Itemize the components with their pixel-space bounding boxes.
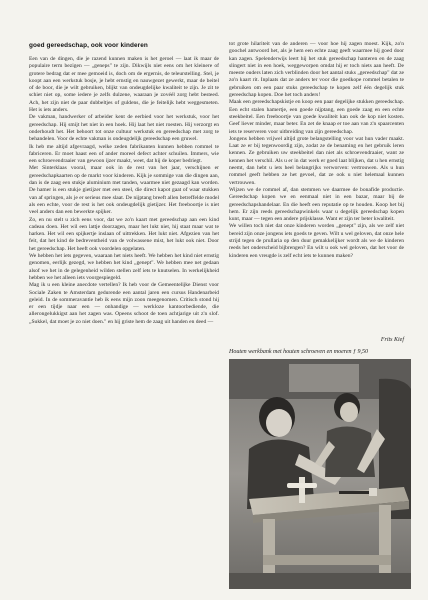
- paragraph: Mag ik u een kleine anecdote vertellen? Ik heb voor de Gemeentelijke Dienst voor Sociale Zaken te Amsterdam gedurende een aantal jaren een cursus Handenarbeid geleid. In de sommeravantie heb ik eens mijn zoon meegenomen. Critisch stond hij er een tijdje naar een — onhandige — werkloze kantoorbediende, die allerongelukkigst aan het zagen was. Opeens schoot de toen achtjarige uit z'n slof. „Sukkel, dat moet je zo niet doen." en hij griste hem de zaag uit handen en deed —: [29, 282, 219, 325]
- paragraph: We hebben het iets gegeven, waaraan het niets heeft. We hebben het kind niet ernstig genomen, eerlijk gezegd, we hebben het kind „genept". We hebben mee net gedaan alsof we het in de gelegenheid wilden stellen zelf iets te knutselen. In werkelijkheid hebben we het alleen iets voorgespiegeld.: [29, 253, 219, 281]
- paragraph: De vakman, handwerker of arbeider kent de eerbied voor het werkstuk, voor het gereedschap. Hij smijt het niet in een hoek. Hij laat het niet roesten. Hij verzorgt en onderhoudt het. Het behoort tot onze cultuur werkstuk en gereedschap met zorg te behandelen. Voor de echte vakman is ondeugdelijk gereedschap een gruwel.: [29, 114, 219, 143]
- paragraph: Wijzen we de rommel af, dan stemmen we daarmee de bonafide productie. Gereedschap kopen we en eenmaal niet in een bazar, maar bij de gereedschapshandelaar. En die heeft een reputatie op te houden. Koop het bij hem. Er zijn reeds gereedschapwinkels waar u degelijk gereedschap kopen kunt, maar — tegen een andere prijsklasse. Want er zijn ter beter kwaliteit.: [229, 186, 404, 223]
- paragraph: Jongens hebben vrijwel altijd grote belangstelling voor wat hun vader maakt. Laat ze er bij tegenwoordig zijn, zodat ze de benaming en het gebruik leren kennen. Ze gebruiken uw steekbeitel dan niet als schroevendraaier, want ze kennen het verschil. Als u er in dat werk er goed laat blijken, dat u hen ernstig neemt, dan hebt u iets heel belangrijks verworven: vertrouwen. Als u hun rommel geeft hebben ze het gevoel, dat ze ook u niet helemaal kunnen vertrouwen.: [229, 135, 404, 186]
- article-heading: goed gereedschap, ook voor kinderen: [29, 42, 148, 49]
- workbench-photo: [229, 359, 411, 589]
- paragraph: tot grote hilariteit van de anderen — voor hoe hij zagen moest. Kijk, zo'n goochel antwoord het, als je hem een echte zaag geeft waarmee hij goed door kan zagen. Spelenderwijs leert hij het stuk gereedschap hanteren en de zaag slingert niet in een hoek, weggeworpen omdat hij er toch niets aan heeft. De meeste ouders laten zich verblinden door het aantal stuks „gereedschap" dat ze zo'n kaart rit. Inplaats dat ze anders ter voor die goedkope rommel betalen te gebruiken om een paar stuks gereedschap te kopen zelf één degelijk stuk gereedschap kopen. Doe het toch anders!: [229, 41, 404, 99]
- paragraph: Een van de dingen, die je razend kunnen maken is het geroel — laat ik maar de populaire term bezigen — „geneps" te zijn. Dikwijls niet eens om het kleinere of grotere bedrag dat er mee gemoeid is, doch om de ergernis, de teleurstelling. Stel, je koopt aan een werkstuk bosje, je hebt ernstig en nauwgezet gewerkt, maar de beitel of de boor, die je wilt gebruiken, blijkt van ondeugdelijke kwaliteit te zijn. Je zit te schiet niet op, some iedere je zelfs dulzene, waaraan je zovéél zorg hebt besteed. Ach, het zijn niet de paar dubbeltjes of guldens, die je feitelijk hebt weggesmeten. Het is iets anders.: [29, 56, 219, 114]
- paragraph: Ik heb me altijd afgevraagd, welke zeden fabrikanten kunnen hebben rommel te fabriceren. Er moet haast een of ander moreel defect achter schuilen. Immers, wie een schroevendraaier van gewoon ijzer maakt, weet, dat hij de koper bedriegt.: [29, 143, 219, 165]
- paragraph: Zo, en nu stelt u zich eens voor, dat we zo'n kaart met gereedschap aan een kind cadeau doen. Het wil een lattje doorzagen, maar het lukt niet, hij staat maar wat te harken. Het wil een spijkertje inslaan of uittrekken. Het lukt niet. Afgezien van het feit, dat het kind de bedreventheid van de volwassene mist, het lukt ook niet. Door het gereedschap. Het heeft ook voordelen opgelaten.: [29, 216, 219, 252]
- photo-caption: Houten werkbank met houten schroeven en moeren ƒ 9,50: [229, 349, 369, 355]
- paragraph: Met Sinterklaas vooral, maar ook in de rest van het jaar, verschijnen er gereedschapkaarten op de markt voor kinderen. Kijk je sommige van die dingen aan, dan is de zaag een stukje aluminium met tanden, waarmee niet gezaagd kan worden. De hamer is een stukje gietijzer met een steel, die direct kapot gaat of waar stukken van af springen, als je er serieus mee slaat. De nijptang breeft allen betreffelde model als een echte, voor de rest is het ook ondeugdelijk gietijzer. Het freeboortje is niet veel anders dan een bewerkte spijker.: [29, 165, 219, 216]
- author-signature: Frits Kief: [380, 337, 404, 343]
- paragraph: Maak een gereedschapskistje en koop een paar degelijke stukken gereedschap. Een echt stalen hamertje, een goede nijptang, een goede zaag en een echte steekbeitel. Een freeboortje van goede kwaliteit kan ook de kop niet kosten. Geef liever minder, maar beter. En zet de knaap er toe aan van z'n spaarcenten iets te reserveren voor uitbreiding van zijn gereedschap.: [229, 99, 404, 135]
- article-left-column: [29, 56, 219, 591]
- article-right-column: [229, 41, 404, 371]
- paragraph: We willen toch niet dat onze kinderen worden „genept" zijn, als we zelf niet bereid zijn onze jongens iets goeds te geven. Wilt u wel geloven, dat onze hele strijd tegen de prullaria op den duur gemakkelijker wordt als we de kinderen reeds het onderscheid bijbrengen? En wilt u ook wel geloven, dat het voor de kinderen een vreugde is zelf echt iets te kunnen maken?: [229, 223, 404, 259]
